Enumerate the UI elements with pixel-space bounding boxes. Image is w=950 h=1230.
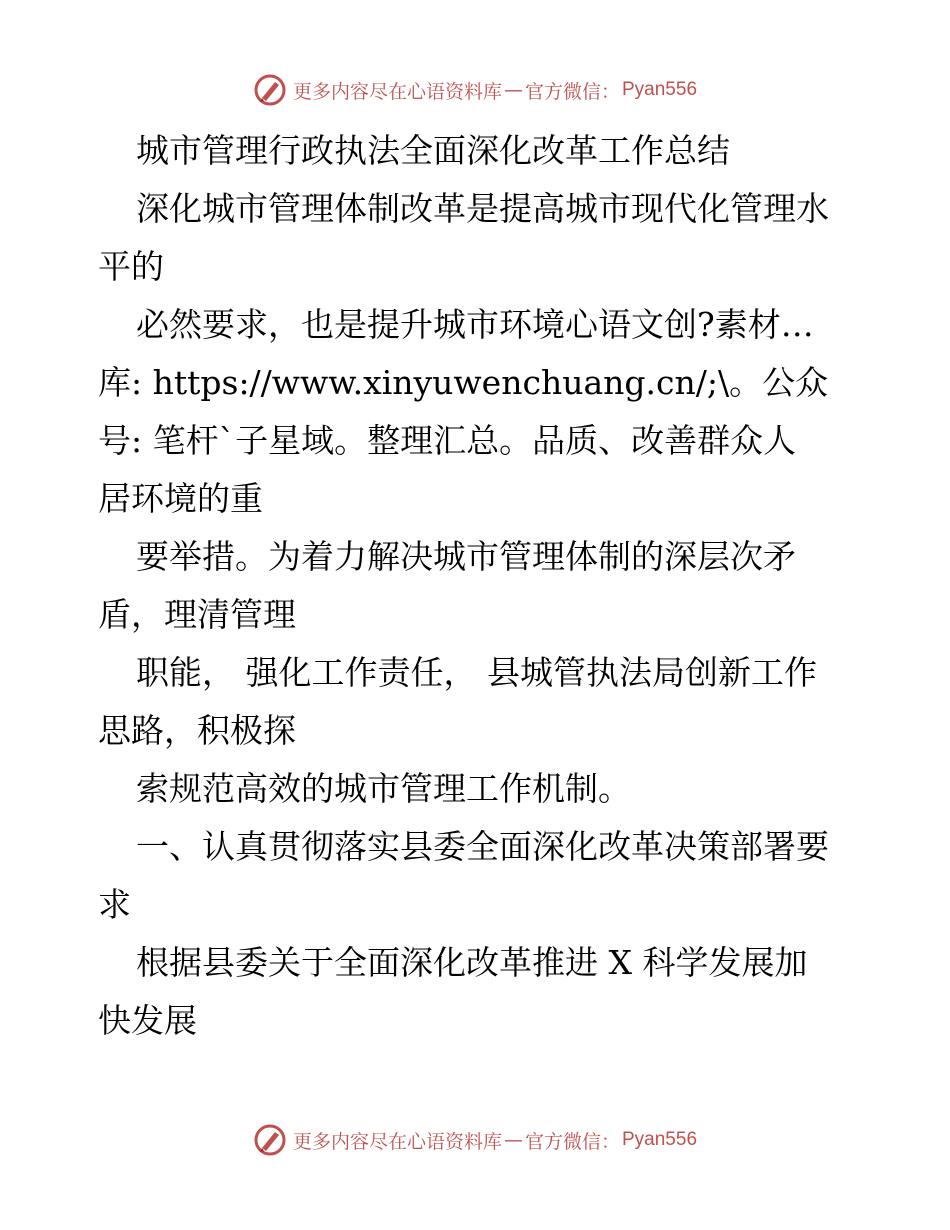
header-banner-dash: — xyxy=(503,79,523,101)
header-banner-wechat-label: 官方微信： xyxy=(524,80,620,103)
paragraph-line: 职能， 强化工作责任， 县城管执法局创新工作 xyxy=(136,653,817,692)
paragraph-line: 居环境的重 xyxy=(98,479,263,518)
paragraph-line: 深化城市管理体制改革是提高城市现代化管理水 xyxy=(136,189,829,228)
paragraph-line: 必然要求，也是提升城市环境心语文创?素材… xyxy=(136,305,814,344)
red-pen-circle-icon xyxy=(253,73,287,107)
footer-banner-dash: — xyxy=(503,1129,523,1151)
paragraph-line: 要举措。为着力解决城市管理体制的深层次矛 xyxy=(136,537,796,576)
document-body xyxy=(98,122,858,1050)
header-banner-text: 更多内容尽在心语资料库 xyxy=(292,80,502,103)
paragraph-line: 号: 笔杆`子星域。整理汇总。品质、改善群众人 xyxy=(98,421,797,460)
paragraph-line: 根据县委关于全面深化改革推进 X 科学发展加 xyxy=(136,943,808,982)
paragraph-line: 盾，理清管理 xyxy=(98,595,296,634)
footer-banner-text: 更多内容尽在心语资料库 xyxy=(292,1130,502,1153)
footer-watermark-banner xyxy=(0,1120,950,1160)
footer-banner-handle: Pyan556 xyxy=(622,1129,698,1150)
paragraph-line: 快发展 xyxy=(98,1001,197,1040)
paragraph-line: 平的 xyxy=(98,247,164,286)
paragraph-line: 思路，积极探 xyxy=(98,711,296,750)
document-title: 城市管理行政执法全面深化改革工作总结 xyxy=(136,131,730,170)
header-banner-handle: Pyan556 xyxy=(622,79,698,100)
section-heading: 一、认真贯彻落实县委全面深化改革决策部署要 xyxy=(136,827,829,866)
paragraph-line: 库: https://www.xinyuwenchuang.cn/;\。公众 xyxy=(98,363,829,402)
footer-banner-wechat-label: 官方微信： xyxy=(524,1130,620,1153)
paragraph-line: 索规范高效的城市管理工作机制。 xyxy=(136,769,631,808)
red-pen-circle-icon xyxy=(253,1123,287,1157)
paragraph-line: 求 xyxy=(98,885,131,924)
header-watermark-banner xyxy=(0,70,950,110)
